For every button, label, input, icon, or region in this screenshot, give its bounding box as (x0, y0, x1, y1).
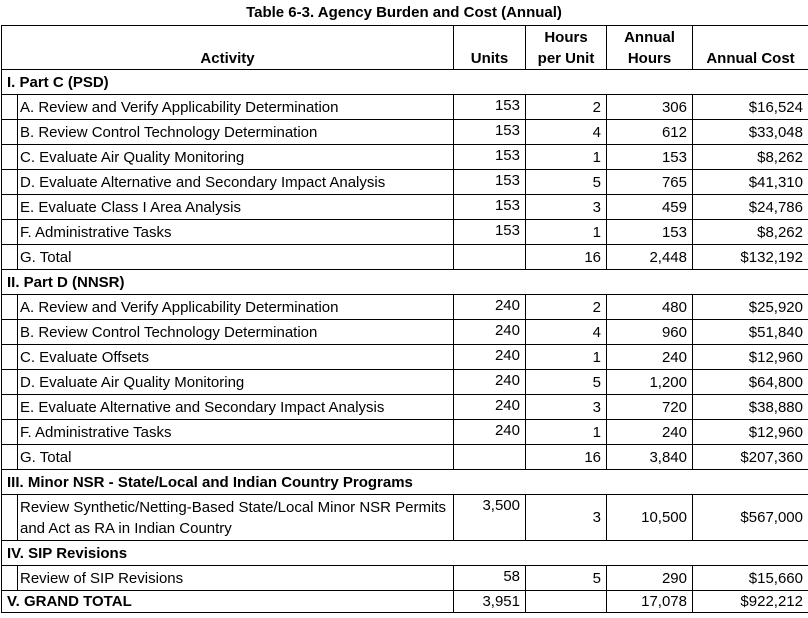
annual-hours-cell: 153 (607, 145, 693, 170)
annual-cost-cell: $16,524 (693, 95, 808, 120)
annual-cost-cell: $8,262 (693, 145, 808, 170)
units-cell (454, 445, 526, 470)
annual-cost-cell: $12,960 (693, 345, 808, 370)
annual-hours-cell: 765 (607, 170, 693, 195)
hours-per-unit-cell: 16 (526, 445, 607, 470)
annual-cost-cell: $24,786 (693, 195, 808, 220)
units-cell: 240 (454, 345, 526, 370)
indent-cell (2, 345, 18, 370)
table-row (2, 445, 808, 470)
table-row (2, 420, 808, 445)
units-cell: 240 (454, 320, 526, 345)
annual-cost-cell: $38,880 (693, 395, 808, 420)
header-annual-cost: Annual Cost (693, 26, 808, 70)
header-row (2, 26, 808, 70)
units-cell: 153 (454, 120, 526, 145)
hours-per-unit-cell: 1 (526, 420, 607, 445)
activity-cell: C. Evaluate Air Quality Monitoring (18, 145, 454, 170)
annual-cost-cell: $25,920 (693, 295, 808, 320)
table-row (2, 495, 808, 541)
indent-cell (2, 395, 18, 420)
units-cell: 240 (454, 295, 526, 320)
annual-hours-cell: 960 (607, 320, 693, 345)
section-row (2, 541, 808, 566)
hours-per-unit-cell: 3 (526, 495, 607, 541)
indent-cell (2, 370, 18, 395)
annual-hours-cell: 1,200 (607, 370, 693, 395)
indent-cell (2, 220, 18, 245)
annual-hours-cell: 290 (607, 566, 693, 591)
indent-cell (2, 120, 18, 145)
table-row (2, 95, 808, 120)
activity-cell: E. Evaluate Class I Area Analysis (18, 195, 454, 220)
units-cell: 58 (454, 566, 526, 591)
table-row (2, 395, 808, 420)
activity-cell: A. Review and Verify Applicability Determination (18, 295, 454, 320)
annual-hours-cell: 10,500 (607, 495, 693, 541)
annual-hours-cell: 3,840 (607, 445, 693, 470)
annual-hours-cell: 2,448 (607, 245, 693, 270)
units-cell: 153 (454, 220, 526, 245)
hours-per-unit-cell: 1 (526, 145, 607, 170)
annual-hours-cell: 480 (607, 295, 693, 320)
hours-per-unit-cell: 1 (526, 345, 607, 370)
table-row (2, 145, 808, 170)
units-cell: 153 (454, 95, 526, 120)
agency-burden-table (1, 25, 808, 613)
annual-cost-cell: $64,800 (693, 370, 808, 395)
table-row (2, 566, 808, 591)
activity-cell: B. Review Control Technology Determination (18, 120, 454, 145)
table-row (2, 370, 808, 395)
annual-cost-cell: $567,000 (693, 495, 808, 541)
activity-cell: D. Evaluate Alternative and Secondary Impact Analysis (18, 170, 454, 195)
section-label: II. Part D (NNSR) (2, 270, 808, 295)
table-row (2, 195, 808, 220)
table-row (2, 245, 808, 270)
annual-hours-cell: 612 (607, 120, 693, 145)
annual-cost-cell: $12,960 (693, 420, 808, 445)
hours-per-unit-cell: 3 (526, 195, 607, 220)
indent-cell (2, 95, 18, 120)
annual-hours-cell: 153 (607, 220, 693, 245)
section-label: IV. SIP Revisions (2, 541, 808, 566)
annual-hours-cell: 240 (607, 345, 693, 370)
units-cell: 153 (454, 195, 526, 220)
indent-cell (2, 566, 18, 591)
header-activity: Activity (2, 26, 454, 70)
units-cell: 153 (454, 145, 526, 170)
annual-cost-cell: $15,660 (693, 566, 808, 591)
annual-cost-cell: $132,192 (693, 245, 808, 270)
hours-per-unit-cell: 5 (526, 370, 607, 395)
annual-cost-cell: $33,048 (693, 120, 808, 145)
annual-hours-cell: 240 (607, 420, 693, 445)
section-label: III. Minor NSR - State/Local and Indian Country Programs (2, 470, 808, 495)
annual-cost-cell: $51,840 (693, 320, 808, 345)
table-row (2, 295, 808, 320)
annual-cost-cell: $207,360 (693, 445, 808, 470)
hours-per-unit-cell: 1 (526, 220, 607, 245)
annual-cost-cell: $41,310 (693, 170, 808, 195)
header-hours-per-unit: Hours per Unit (526, 26, 607, 70)
indent-cell (2, 320, 18, 345)
table-row (2, 320, 808, 345)
section-label: I. Part C (PSD) (2, 70, 808, 95)
units-cell: 240 (454, 370, 526, 395)
hours-per-unit-cell: 2 (526, 295, 607, 320)
hours-per-unit-cell: 5 (526, 170, 607, 195)
activity-cell: Review of SIP Revisions (18, 566, 454, 591)
table-title: Table 6-3. Agency Burden and Cost (Annual) (246, 4, 562, 21)
hours-per-unit-cell: 4 (526, 320, 607, 345)
hours-per-unit-cell: 5 (526, 566, 607, 591)
hours-per-unit-cell: 3 (526, 395, 607, 420)
indent-cell (2, 195, 18, 220)
section-row (2, 470, 808, 495)
annual-hours-cell: 459 (607, 195, 693, 220)
activity-cell: A. Review and Verify Applicability Determination (18, 95, 454, 120)
activity-cell: F. Administrative Tasks (18, 220, 454, 245)
section-row (2, 70, 808, 95)
activity-cell: D. Evaluate Air Quality Monitoring (18, 370, 454, 395)
indent-cell (2, 495, 18, 541)
activity-cell: G. Total (18, 445, 454, 470)
grand-total-label: V. GRAND TOTAL (2, 591, 454, 613)
activity-cell: G. Total (18, 245, 454, 270)
hours-per-unit-cell: 4 (526, 120, 607, 145)
units-cell: 240 (454, 395, 526, 420)
indent-cell (2, 170, 18, 195)
annual-hours-cell: 17,078 (607, 591, 693, 613)
units-cell: 3,500 (454, 495, 526, 541)
units-cell: 240 (454, 420, 526, 445)
activity-cell: F. Administrative Tasks (18, 420, 454, 445)
indent-cell (2, 295, 18, 320)
header-annual-hours: Annual Hours (607, 26, 693, 70)
section-row (2, 270, 808, 295)
indent-cell (2, 420, 18, 445)
table-body (2, 70, 808, 613)
hours-per-unit-cell: 16 (526, 245, 607, 270)
hours-per-unit-cell (526, 591, 607, 613)
table-row (2, 345, 808, 370)
units-cell: 3,951 (454, 591, 526, 613)
table-row (2, 220, 808, 245)
annual-cost-cell: $8,262 (693, 220, 808, 245)
indent-cell (2, 145, 18, 170)
activity-cell: E. Evaluate Alternative and Secondary Impact Analysis (18, 395, 454, 420)
grand-total-row (2, 591, 808, 613)
annual-hours-cell: 306 (607, 95, 693, 120)
header-units: Units (454, 26, 526, 70)
activity-cell: C. Evaluate Offsets (18, 345, 454, 370)
hours-per-unit-cell: 2 (526, 95, 607, 120)
units-cell: 153 (454, 170, 526, 195)
annual-hours-cell: 720 (607, 395, 693, 420)
activity-cell: B. Review Control Technology Determination (18, 320, 454, 345)
table-row (2, 170, 808, 195)
units-cell (454, 245, 526, 270)
annual-cost-cell: $922,212 (693, 591, 808, 613)
indent-cell (2, 445, 18, 470)
indent-cell (2, 245, 18, 270)
table-row (2, 120, 808, 145)
activity-cell: Review Synthetic/Netting-Based State/Local Minor NSR Permits and Act as RA in Indian Country (18, 495, 454, 541)
